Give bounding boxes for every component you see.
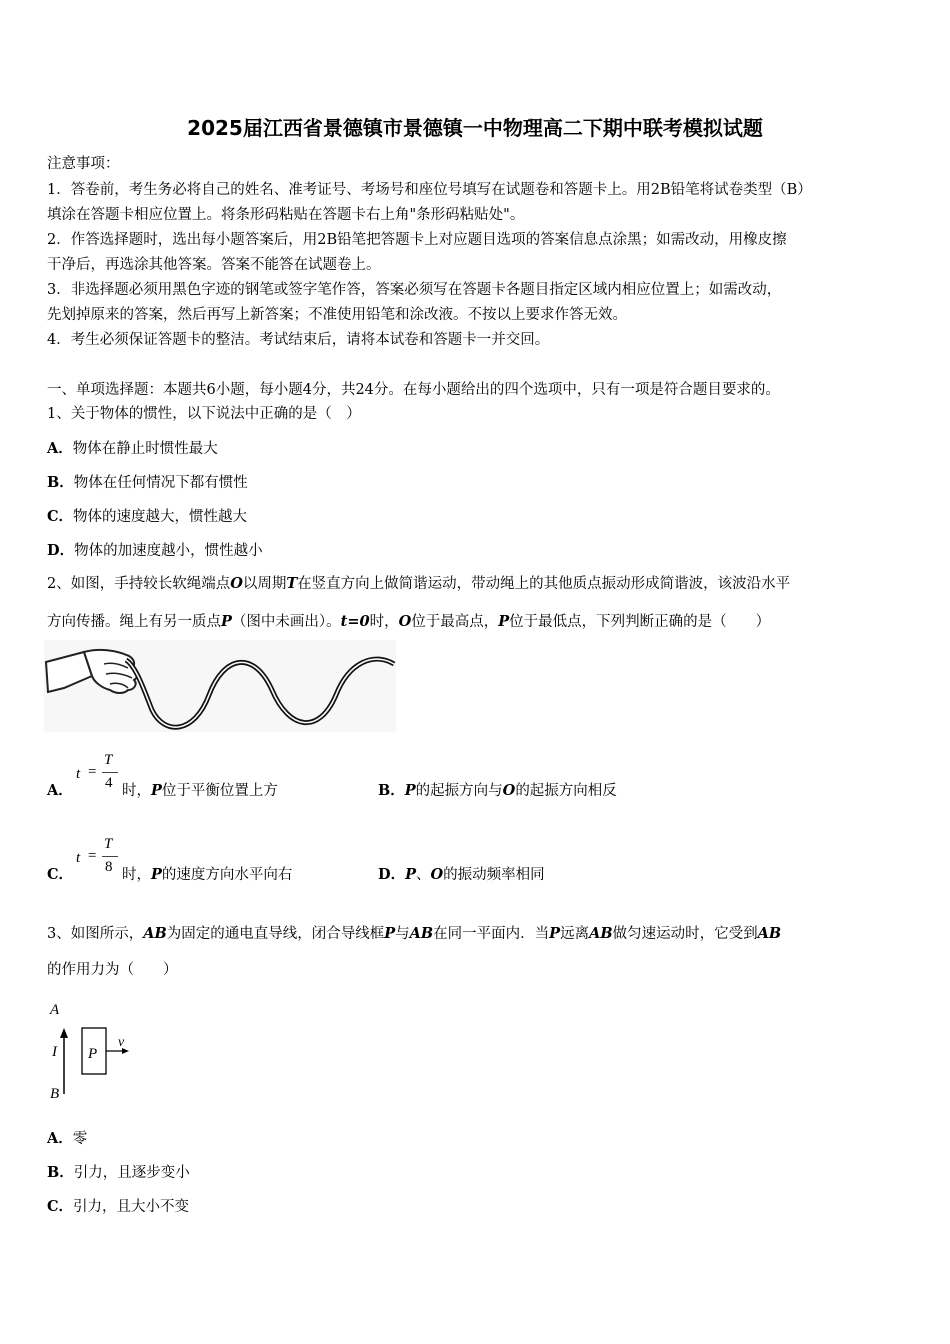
- q3-option-b[interactable]: [47, 1161, 190, 1182]
- label-b: B: [50, 1086, 60, 1102]
- stem-text: 做匀速运动时，它受到: [612, 926, 758, 942]
- q2-option-a[interactable]: [47, 779, 73, 800]
- hand-rope-wave-figure: [44, 640, 396, 732]
- notice-line: 4．考生必须保证答题卡的整洁。考试结束后，请将本试卷和答题卡一并交回。: [47, 332, 550, 348]
- var-ab: AB: [409, 925, 434, 942]
- var-p: P: [221, 613, 232, 630]
- option-text: 物体在静止时惯性最大: [72, 441, 218, 457]
- var-p: P: [549, 925, 561, 942]
- page-title: 2025届江西省景德镇市景德镇一中物理高二下期中联考模拟试题: [187, 116, 763, 140]
- var-p: P: [404, 782, 416, 799]
- var-o: O: [398, 613, 412, 630]
- q1-option-b[interactable]: [47, 471, 248, 492]
- option-text: 的振动频率相同: [443, 867, 545, 883]
- option-text: 物体的速度越大，惯性越大: [73, 509, 248, 525]
- option-text: 物体的加速度越小，惯性越小: [74, 543, 263, 559]
- question-2-stem-line2: [47, 610, 770, 631]
- notice-line: 1．答卷前，考生务必将自己的姓名、准考证号、考场号和座位号填写在试题卷和答题卡上。用2B铅笔将试卷类型（B）: [47, 182, 812, 198]
- section-heading: 一、单项选择题：本题共6小题，每小题4分，共24分。在每小题给出的四个选项中，只有一项是符合题目要求的。: [47, 382, 780, 398]
- label-v: v: [118, 1035, 125, 1050]
- q2-option-a-text: [122, 779, 278, 800]
- stem-text: 3、如图所示，: [47, 926, 144, 942]
- q2-option-c-text: [122, 863, 292, 884]
- var-p: P: [384, 925, 396, 942]
- var-ab: AB: [589, 925, 613, 942]
- stem-text: 与: [395, 926, 410, 942]
- q2-option-c[interactable]: [47, 863, 73, 884]
- option-text: 引力，且大小不变: [73, 1199, 190, 1215]
- label-i: I: [52, 1044, 57, 1060]
- q1-option-d[interactable]: [47, 539, 263, 560]
- option-text: 时，: [122, 783, 151, 799]
- formula-eq: =: [88, 764, 97, 780]
- q2-option-b[interactable]: [378, 779, 617, 800]
- option-label: D．: [47, 542, 75, 559]
- fraction-numerator: T: [104, 752, 113, 768]
- option-label: B．: [378, 782, 405, 799]
- current-arrow-icon: [60, 1028, 68, 1038]
- stem-text: 以周期: [242, 576, 287, 592]
- question-1-stem: 1、关于物体的惯性，以下说法中正确的是（ ）: [47, 406, 361, 422]
- notice-heading: 注意事项：: [47, 156, 120, 172]
- fraction-numerator: T: [104, 836, 113, 852]
- q1-option-a[interactable]: [47, 437, 218, 458]
- stem-text: 位于最高点，: [411, 614, 499, 630]
- stem-text: 为固定的通电直导线，闭合导线框: [166, 926, 385, 942]
- option-label: B．: [47, 1164, 74, 1181]
- fraction-denominator: 8: [105, 859, 113, 875]
- var-o: O: [230, 575, 243, 592]
- option-text: 时，: [122, 867, 151, 883]
- stem-text: 方向传播。绳上有另一质点: [47, 614, 221, 630]
- wire-loop-figure: [44, 996, 154, 1108]
- var-o: O: [430, 866, 444, 883]
- option-text: 的起振方向与: [415, 783, 503, 799]
- question-2-stem: [47, 572, 790, 593]
- var-o: O: [502, 782, 516, 799]
- notice-line: 先划掉原来的答案，然后再写上新答案；不准使用铅笔和涂改液。不按以上要求作答无效。: [47, 307, 627, 323]
- stem-text: 2、如图，手持较长软绳端点: [47, 576, 231, 592]
- option-text: 物体在任何情况下都有惯性: [73, 475, 248, 491]
- option-text: 的速度方向水平向右: [161, 867, 293, 883]
- notice-line: 3．非选择题必须用黑色字迹的钢笔或签字笔作答，答案必须写在答题卡各题目指定区域内相应位置上；如需改动，: [47, 282, 782, 298]
- var-ab: AB: [757, 925, 782, 942]
- question-3-stem: [47, 922, 781, 943]
- option-label: B．: [47, 474, 74, 491]
- stem-text: 在同一平面内．当: [433, 926, 550, 942]
- option-text: 位于平衡位置上方: [161, 783, 278, 799]
- stem-text: （图中未画出）。: [231, 614, 341, 630]
- option-label: D．: [378, 866, 406, 883]
- notice-line: 干净后，再选涂其他答案。答案不能答在试题卷上。: [47, 257, 381, 273]
- q2-option-d[interactable]: [378, 863, 545, 884]
- option-label: A．: [47, 1130, 73, 1147]
- var-t0: t=0: [340, 613, 370, 630]
- q1-option-c[interactable]: [47, 505, 247, 526]
- var-p: P: [151, 782, 162, 799]
- q3-option-a[interactable]: [47, 1127, 87, 1148]
- formula-t: t: [76, 766, 81, 782]
- var-ab: AB: [143, 925, 167, 942]
- label-p: P: [88, 1046, 98, 1062]
- formula-t: t: [76, 850, 81, 866]
- option-text: 的起振方向相反: [515, 783, 617, 799]
- formula-eq: =: [88, 848, 97, 864]
- option-text: 零: [72, 1131, 88, 1147]
- fraction-bar: [102, 856, 118, 857]
- option-label: C．: [47, 866, 74, 883]
- stem-text: 位于最低点，下列判断正确的是（ ）: [509, 614, 771, 630]
- option-label: A．: [47, 440, 73, 457]
- option-label: C．: [47, 508, 74, 525]
- fraction-denominator: 4: [105, 775, 113, 791]
- label-a: A: [50, 1002, 60, 1018]
- option-text: 引力，且逐步变小: [73, 1165, 190, 1181]
- notice-line: 填涂在答题卡相应位置上。将条形码粘贴在答题卡右上角"条形码粘贴处"。: [47, 207, 525, 223]
- stem-text: 在竖直方向上做简谐运动，带动绳上的其他质点振动形成简谐波，该波沿水平: [297, 576, 791, 592]
- var-p: P: [498, 613, 510, 630]
- fraction-bar: [102, 772, 118, 773]
- notice-line: 2．作答选择题时，选出每小题答案后，用2B铅笔把答题卡上对应题目选项的答案信息点涂黑；如需改动，用橡皮擦: [47, 232, 787, 248]
- option-label: A．: [47, 782, 73, 799]
- var-p: P: [151, 866, 162, 883]
- var-p: P: [405, 866, 416, 883]
- stem-text: 远离: [560, 926, 590, 942]
- question-3-stem-line2: 的作用力为（ ）: [47, 962, 178, 978]
- option-text: 、: [415, 867, 431, 883]
- var-t: T: [286, 575, 298, 592]
- option-label: C．: [47, 1198, 74, 1215]
- q3-option-c[interactable]: [47, 1195, 189, 1216]
- stem-text: 时，: [369, 614, 399, 630]
